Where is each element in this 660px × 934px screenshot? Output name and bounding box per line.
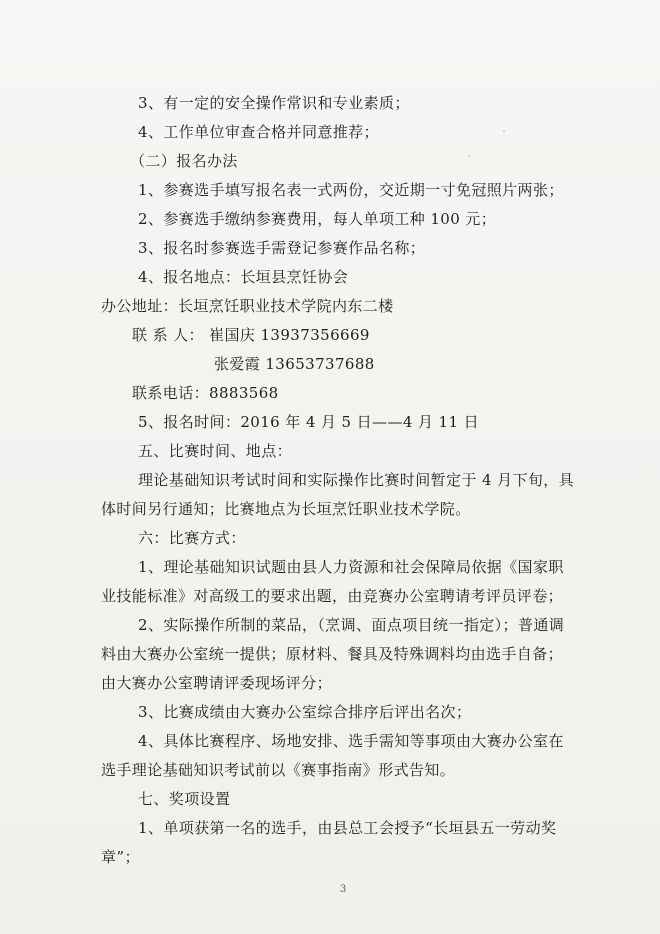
text-line: 选手理论基础知识考试前以《赛事指南》形式告知。: [101, 761, 456, 779]
text-line: 2、参赛选手缴纳参赛费用，每人单项工种 100 元；: [138, 210, 497, 228]
section-heading: 五、比赛时间、地点：: [138, 442, 293, 460]
text-line: 1、理论基础知识试题由县人力资源和社会保障局依据《国家职: [138, 558, 564, 576]
text-line: 由大赛办公室聘请评委现场评分；: [101, 674, 333, 692]
text-line: 3、有一定的安全操作常识和专业素质；: [138, 94, 410, 112]
scan-speck: [503, 130, 505, 132]
text-line: 4、工作单位审查合格并同意推荐；: [138, 123, 379, 141]
text-line: 1、单项获第一名的选手，由县总工会授予“长垣县五一劳动奖: [138, 819, 557, 837]
text-line: 5、报名时间：2016 年 4 月 5 日——4 月 11 日: [138, 413, 479, 431]
scan-speck: [468, 155, 470, 157]
text-line: 理论基础知识考试时间和实际操作比赛时间暂定于 4 月下旬，具: [138, 471, 575, 489]
text-line: 联 系 人： 崔国庆 13937356669: [132, 326, 370, 344]
text-line: 张爱霞 13653737688: [214, 355, 375, 373]
section-heading: 七、奖项设置: [138, 790, 231, 808]
text-line: （二）报名办法: [130, 152, 238, 170]
text-line: 3、比赛成绩由大赛办公室综合排序后评出名次；: [138, 703, 472, 721]
text-line: 体时间另行通知；比赛地点为长垣烹饪职业技术学院。: [101, 500, 471, 518]
text-line: 办公地址：长垣烹饪职业技术学院内东二楼: [101, 297, 394, 315]
text-line: 章”；: [101, 848, 140, 866]
text-line: 联系电话：8883568: [132, 384, 279, 402]
page-number: 3: [340, 884, 347, 895]
text-line: 2、实际操作所制的菜品，（烹调、面点项目统一指定）；普通调: [138, 616, 565, 634]
text-line: 3、报名时参赛选手需登记参赛作品名称；: [138, 239, 426, 257]
text-line: 4、报名地点：长垣县烹饪协会: [138, 268, 349, 286]
section-heading: 六：比赛方式：: [138, 529, 246, 547]
text-line: 4、具体比赛程序、场地安排、选手需知等事项由大赛办公室在: [138, 732, 564, 750]
text-line: 1、参赛选手填写报名表一式两份，交近期一寸免冠照片两张；: [138, 181, 564, 199]
text-line: 料由大赛办公室统一提供；原材料、餐具及特殊调料均由选手自备；: [101, 645, 564, 663]
text-line: 业技能标准》对高级工的要求出题，由竞赛办公室聘请考评员评卷；: [101, 587, 564, 605]
